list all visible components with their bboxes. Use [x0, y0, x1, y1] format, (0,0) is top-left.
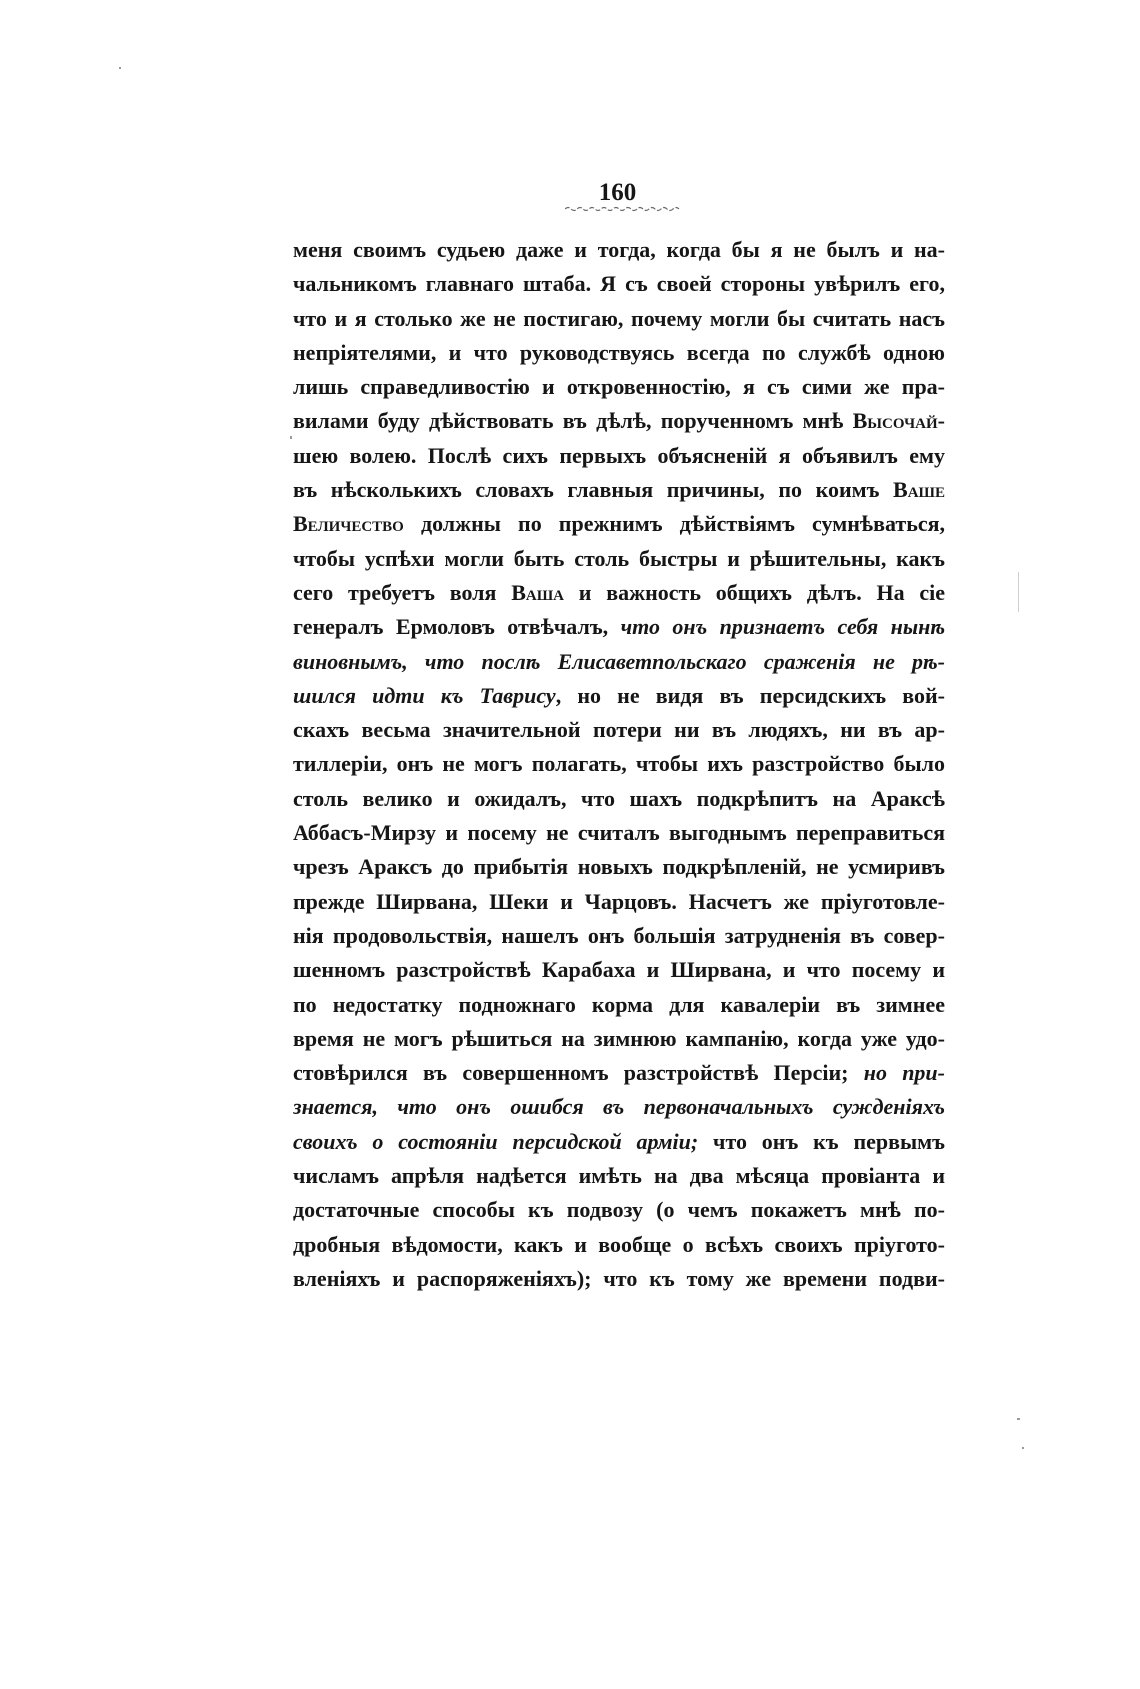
- text-line: [293, 473, 945, 507]
- text-line: нія продовольствія, нашелъ онъ большія затрудненія въ совер-: [293, 922, 945, 948]
- text-line: шею волею. Послѣ сихъ первыхъ объясненій я объявилъ ему: [293, 442, 945, 468]
- text-segment: генералъ Ермоловъ отвѣчалъ,: [293, 614, 609, 640]
- text-segment: вилами буду дѣйствовать въ дѣлѣ, порученномъ мнѣ: [293, 408, 844, 434]
- text-line: чрезъ Араксъ до прибытія новыхъ подкрѣпленій, не усмиривъ: [293, 854, 945, 880]
- italic-emphasis: но при-: [863, 1060, 945, 1086]
- body-text: [293, 233, 945, 1296]
- scan-speck: [290, 436, 292, 439]
- text-line: тиллеріи, онъ не могъ полагать, чтобы ихъ разстройство было: [293, 751, 945, 777]
- text-segment: что онъ къ первымъ: [713, 1128, 945, 1154]
- text-segment: и важность общихъ дѣлъ. На сіе: [578, 579, 945, 605]
- text-line: чальникомъ главнаго штаба. Я съ своей стороны увѣрилъ его,: [293, 271, 945, 297]
- text-line: лишь справедливостію и откровенностію, я съ сими же пра-: [293, 374, 945, 400]
- text-line: [293, 679, 945, 713]
- text-segment: стовѣрился въ совершенномъ разстройствѣ Персіи;: [293, 1060, 849, 1086]
- text-line: чтобы успѣхи могли быть столь быстры и рѣшительны, какъ: [293, 545, 945, 571]
- text-line: шенномъ разстройствѣ Карабаха и Ширвана, и что посему и: [293, 957, 945, 983]
- text-line: непріятелями, и что руководствуясь всегда по службѣ одною: [293, 339, 945, 365]
- page-number: 160: [598, 179, 637, 206]
- text-line: время не могъ рѣшиться на зимнюю кампанію, когда уже удо-: [293, 1025, 945, 1051]
- text-line: столь велико и ожидалъ, что шахъ подкрѣпитъ на Араксѣ: [293, 785, 945, 811]
- text-line: [293, 1056, 945, 1090]
- text-line: [293, 576, 945, 610]
- scan-speck: [1018, 572, 1019, 612]
- italic-emphasis: своихъ о состояніи персидской арміи;: [293, 1128, 699, 1154]
- text-line: скахъ весьма значительной потери ни въ людяхъ, ни въ ар-: [293, 717, 945, 743]
- text-line: [293, 1125, 945, 1159]
- text-segment: , но не видя въ персидскихъ вой-: [555, 682, 945, 708]
- text-line: достаточные способы къ подвозу (о чемъ покажетъ мнѣ по-: [293, 1197, 945, 1223]
- small-caps-word: Высочай-: [852, 408, 945, 434]
- text-segment: въ нѣсколькихъ словахъ главныя причины, по коимъ: [293, 477, 880, 503]
- italic-emphasis: что онъ признаетъ себя нынѣ: [620, 614, 945, 640]
- text-segment: должны по прежнимъ дѣйствіямъ сумнѣваться,: [420, 511, 945, 537]
- scan-speck: [119, 67, 121, 69]
- text-line: что и я столько же не постигаю, почему могли бы считать насъ: [293, 305, 945, 331]
- scan-speck: [1022, 1447, 1024, 1449]
- text-segment: сего требуетъ воля: [293, 579, 497, 605]
- text-line: [293, 610, 945, 644]
- italic-emphasis: шился идти къ Таврису: [293, 682, 556, 708]
- text-line: меня своимъ судьею даже и тогда, когда бы я не былъ и на-: [293, 237, 945, 262]
- text-line-italic: знается, что онъ ошибся въ первоначальныхъ сужденіяхъ: [293, 1094, 945, 1120]
- scan-speck: [1017, 1418, 1020, 1420]
- text-line: [293, 507, 945, 541]
- small-caps-word: Ваша: [511, 579, 565, 605]
- text-line: числамъ апрѣля надѣется имѣть на два мѣсяца провіанта и: [293, 1163, 945, 1189]
- small-caps-word: Ваше: [893, 477, 945, 503]
- small-caps-word: Величество: [293, 511, 404, 537]
- text-line: прежде Ширвана, Шеки и Чарцовъ. Насчетъ же пріуготовле-: [293, 888, 945, 914]
- text-line: вленіяхъ и распоряженіяхъ); что къ тому же времени подви-: [293, 1265, 945, 1291]
- text-line-italic: виновнымъ, что послѣ Елисаветпольскаго сраженія не рѣ-: [293, 648, 945, 674]
- text-line: [293, 404, 945, 438]
- text-line: Аббасъ-Мирзу и посему не считалъ выгоднымъ переправиться: [293, 820, 945, 846]
- text-line: дробныя вѣдомости, какъ и вообще о всѣхъ своихъ пріугото-: [293, 1231, 945, 1257]
- page-number-ornament: [565, 203, 681, 213]
- text-line: по недостатку подножнаго корма для кавалеріи въ зимнее: [293, 991, 945, 1017]
